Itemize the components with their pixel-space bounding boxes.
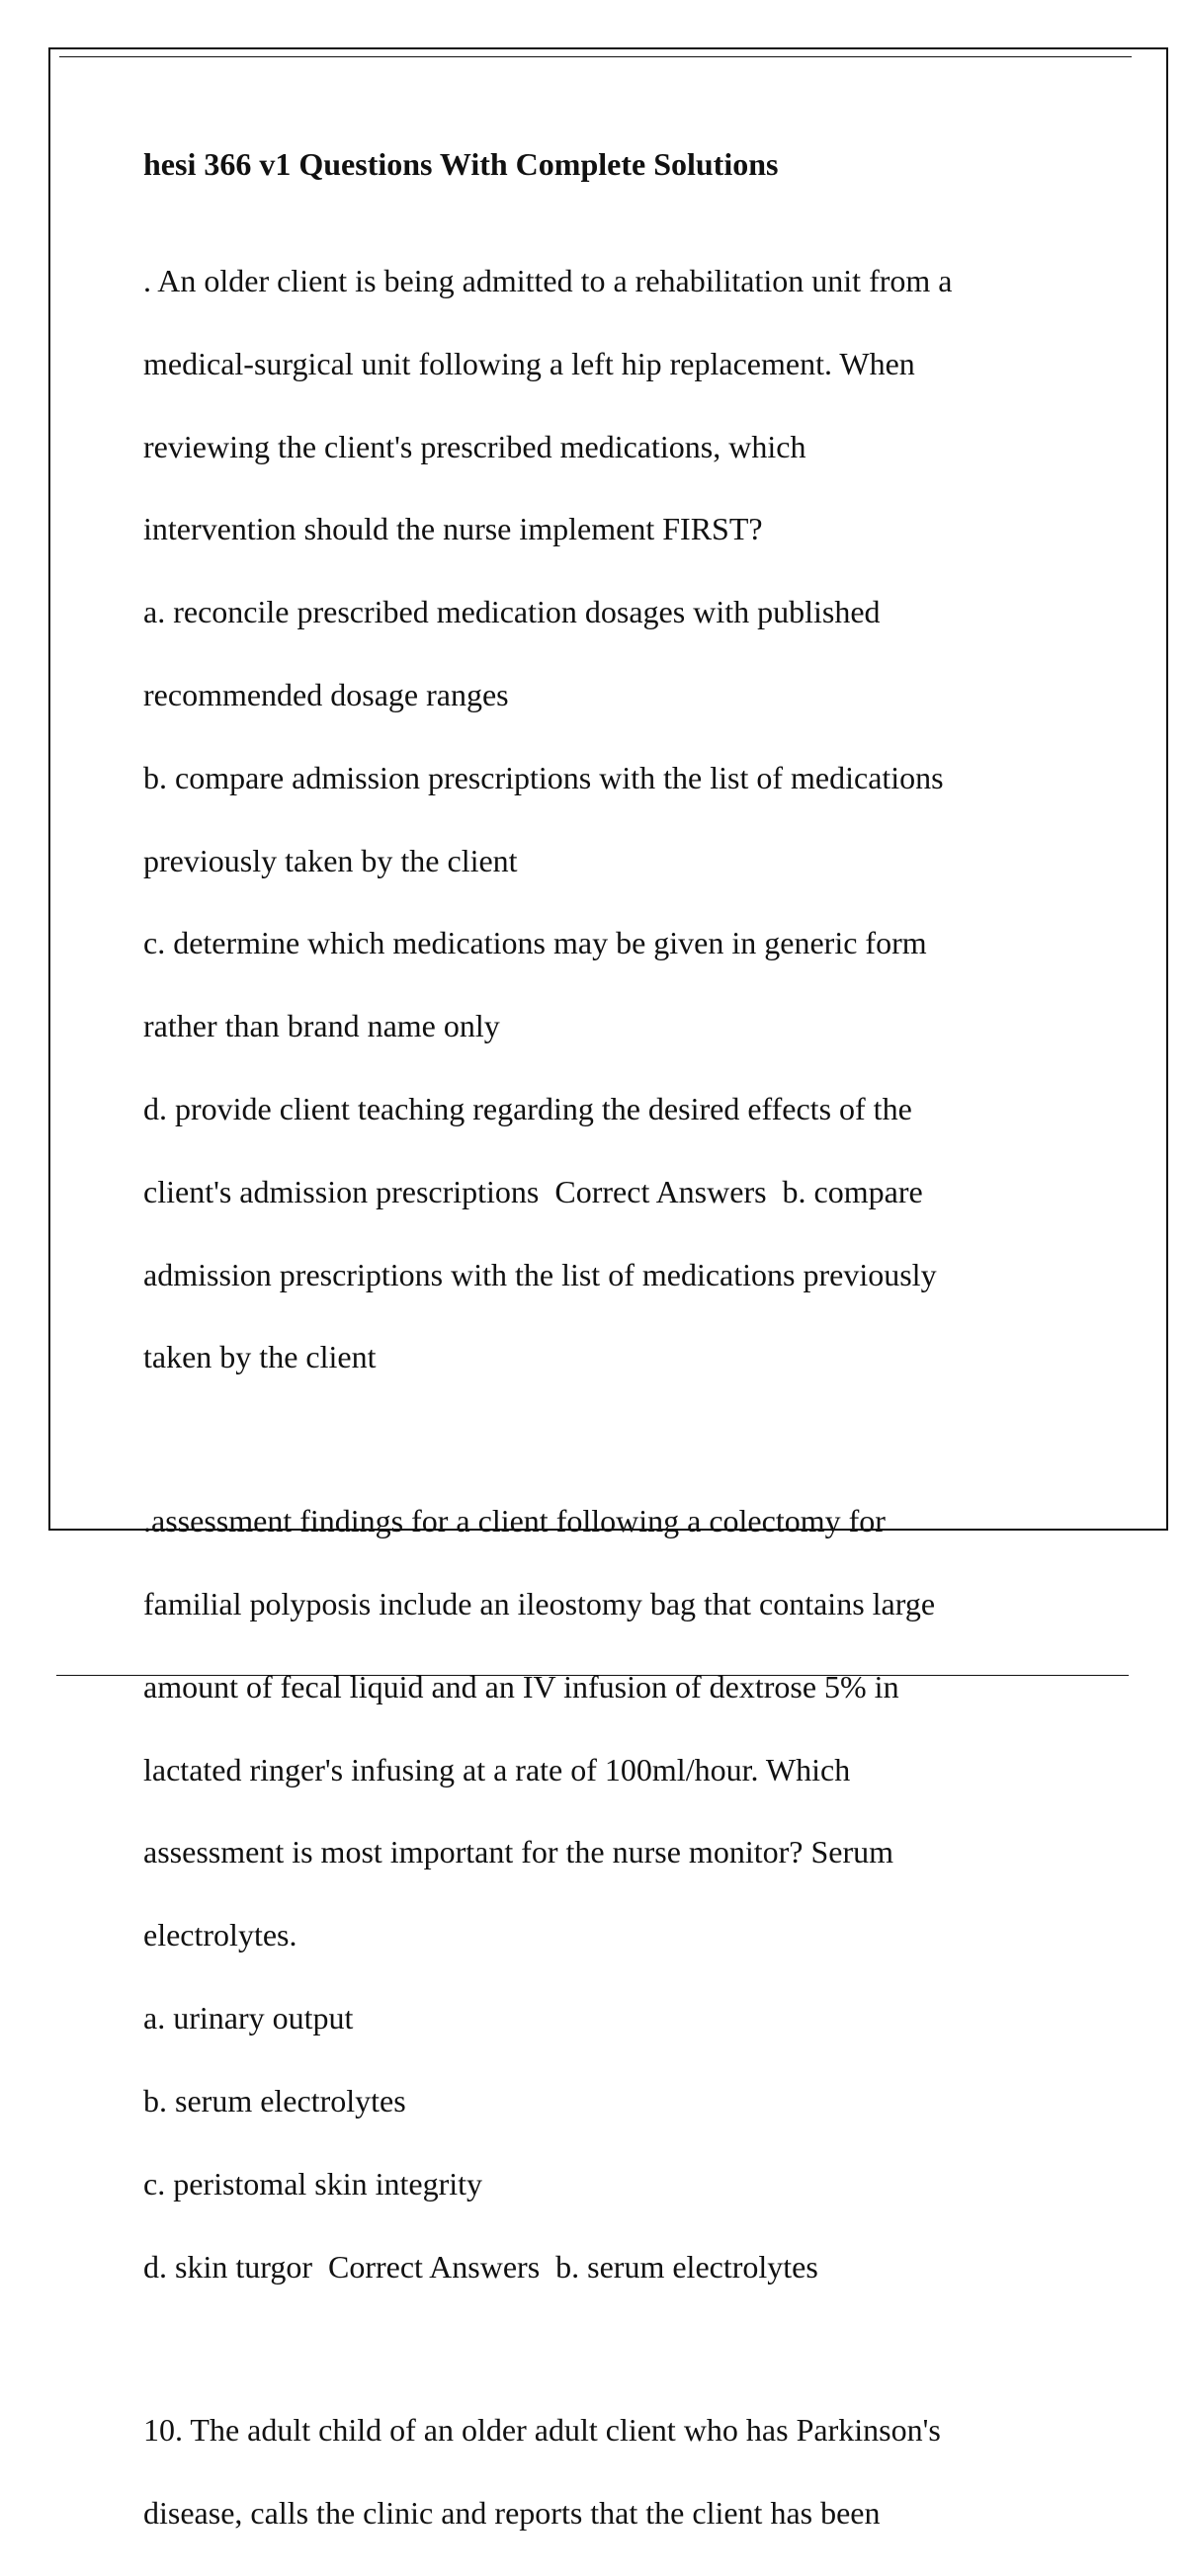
q1-line: client's admission prescriptions Correct Answers b. compare [143,1173,923,1209]
q1-line: a. reconcile prescribed medication dosages with published [143,594,881,630]
top-rule [59,56,1132,57]
q2-line: lactated ringer's infusing at a rate of 100ml/hour. Which [143,1751,851,1787]
q2-line: familial polyposis include an ileostomy bag that contains large [143,1586,936,1621]
q1-line: recommended dosage ranges [143,676,509,712]
q3-line: 10. The adult child of an older adult client who has Parkinson's [143,2412,941,2449]
q3-line: disease, calls the clinic and reports that the client has been [143,2495,881,2532]
document-body [143,138,1082,2576]
q1-line: c. determine which medications may be given in generic form [143,925,927,961]
q1-line: rather than brand name only [143,1008,500,1044]
q1-line: taken by the client [143,1339,377,1375]
question-2 [143,1459,1082,2329]
q1-line: medical-surgical unit following a left hip replacement. When [143,345,915,381]
q1-line: b. compare admission prescriptions with the list of medications [143,759,944,795]
q2-line: electrolytes. [143,1917,297,1953]
question-1 [143,219,1082,1420]
q2-line: d. skin turgor Correct Answers b. serum electrolytes [143,2248,818,2285]
document-title: hesi 366 v1 Questions With Complete Solutions [143,146,779,182]
question-3 [143,2368,1082,2576]
q1-line: intervention should the nurse implement FIRST? [143,511,763,547]
q2-line: amount of fecal liquid and an IV infusion of dextrose 5% in [143,1668,899,1704]
q2-line: b. serum electrolytes [143,2082,406,2119]
q2-line: assessment is most important for the nurse monitor? Serum [143,1834,893,1870]
q1-line: previously taken by the client [143,842,518,878]
q1-line: admission prescriptions with the list of medications previously [143,1256,937,1292]
q1-line: d. provide client teaching regarding the desired effects of the [143,1091,912,1127]
q1-line: . An older client is being admitted to a rehabilitation unit from a [143,262,953,298]
q2-line: a. urinary output [143,2000,354,2036]
q2-line: .assessment findings for a client following a colectomy for [143,1503,886,1539]
q1-line: reviewing the client's prescribed medications, which [143,428,806,464]
q2-line: c. peristomal skin integrity [143,2165,483,2202]
